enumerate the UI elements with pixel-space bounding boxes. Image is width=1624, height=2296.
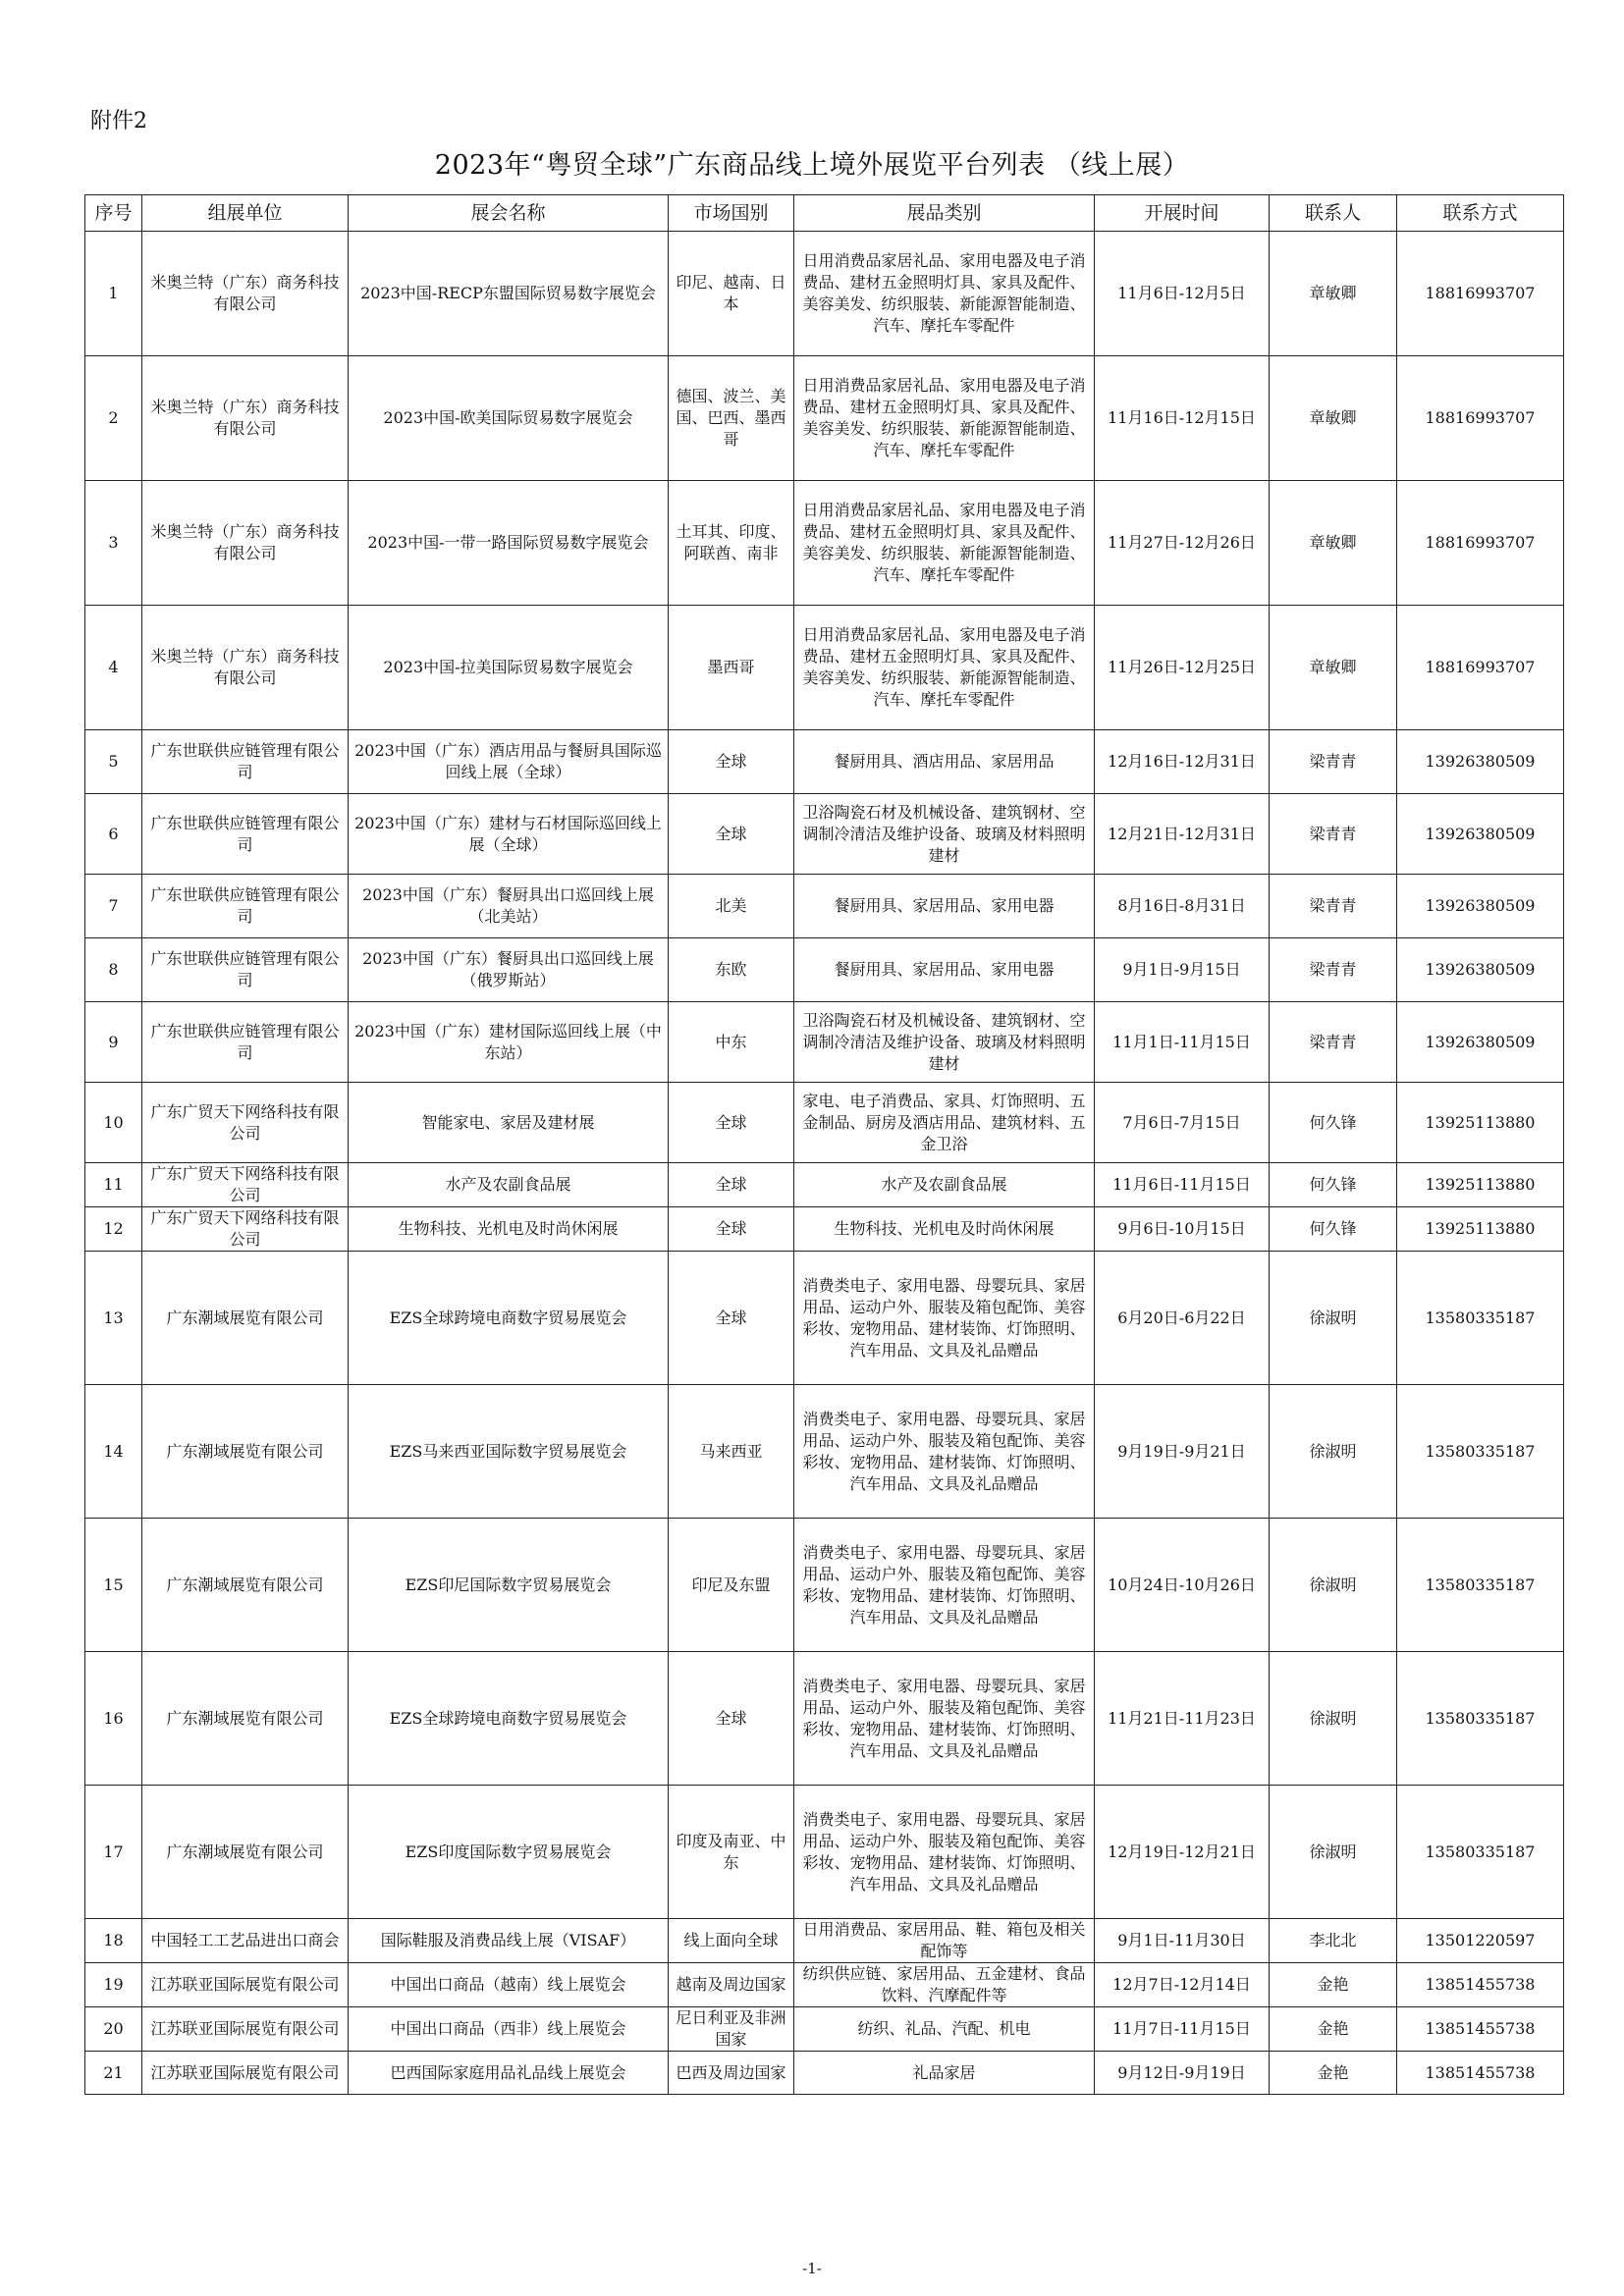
cell-phone: 13580335187 (1397, 1385, 1564, 1519)
cell-market: 越南及周边国家 (669, 1963, 794, 2007)
cell-contact: 章敏卿 (1270, 481, 1397, 606)
cell-category: 餐厨用具、家居用品、家用电器 (794, 875, 1095, 938)
cell-no: 13 (85, 1252, 142, 1385)
cell-time: 11月26日-12月25日 (1095, 606, 1270, 730)
cell-name: 中国出口商品（越南）线上展览会 (349, 1963, 669, 2007)
cell-phone: 13925113880 (1397, 1163, 1564, 1207)
cell-market: 土耳其、印度、阿联酋、南非 (669, 481, 794, 606)
cell-contact: 梁青青 (1270, 938, 1397, 1002)
cell-contact: 梁青青 (1270, 875, 1397, 938)
cell-contact: 徐淑明 (1270, 1385, 1397, 1519)
cell-market: 墨西哥 (669, 606, 794, 730)
cell-name: 2023中国-欧美国际贸易数字展览会 (349, 356, 669, 481)
cell-no: 17 (85, 1786, 142, 1919)
cell-contact: 金艳 (1270, 1963, 1397, 2007)
cell-time: 9月19日-9月21日 (1095, 1385, 1270, 1519)
cell-time: 12月19日-12月21日 (1095, 1786, 1270, 1919)
cell-phone: 13851455738 (1397, 1963, 1564, 2007)
cell-no: 21 (85, 2052, 142, 2095)
cell-no: 5 (85, 730, 142, 794)
cell-no: 16 (85, 1652, 142, 1786)
page-title: 2023年“粤贸全球”广东商品线上境外展览平台列表 （线上展） (434, 150, 1190, 181)
cell-market: 全球 (669, 794, 794, 875)
cell-no: 8 (85, 938, 142, 1002)
cell-market: 印尼及东盟 (669, 1519, 794, 1652)
cell-time: 11月21日-11月23日 (1095, 1652, 1270, 1786)
cell-name: 2023中国（广东）建材国际巡回线上展（中东站） (349, 1002, 669, 1083)
cell-category: 消费类电子、家用电器、母婴玩具、家居用品、运动户外、服装及箱包配饰、美容彩妆、宠物用品、建材装饰、灯饰照明、汽车用品、文具及礼品赠品 (794, 1252, 1095, 1385)
cell-market: 北美 (669, 875, 794, 938)
cell-org: 广东世联供应链管理有限公司 (142, 938, 349, 1002)
cell-org: 中国轻工工艺品进出口商会 (142, 1919, 349, 1963)
cell-org: 广东广贸天下网络科技有限公司 (142, 1163, 349, 1207)
cell-category: 水产及农副食品展 (794, 1163, 1095, 1207)
table-row (85, 481, 1564, 606)
cell-market: 印度及南亚、中东 (669, 1786, 794, 1919)
cell-category: 纺织、礼品、汽配、机电 (794, 2007, 1095, 2052)
cell-name: 2023中国（广东）餐厨具出口巡回线上展（俄罗斯站） (349, 938, 669, 1002)
exhibition-table (84, 194, 1564, 2095)
cell-contact: 梁青青 (1270, 794, 1397, 875)
table-row (85, 1207, 1564, 1252)
cell-no: 4 (85, 606, 142, 730)
cell-time: 9月6日-10月15日 (1095, 1207, 1270, 1252)
cell-org: 广东潮域展览有限公司 (142, 1786, 349, 1919)
cell-time: 10月24日-10月26日 (1095, 1519, 1270, 1652)
cell-time: 9月12日-9月19日 (1095, 2052, 1270, 2095)
cell-name: EZS印尼国际数字贸易展览会 (349, 1519, 669, 1652)
cell-phone: 13580335187 (1397, 1786, 1564, 1919)
cell-name: 巴西国际家庭用品礼品线上展览会 (349, 2052, 669, 2095)
cell-org: 江苏联亚国际展览有限公司 (142, 1963, 349, 2007)
cell-no: 1 (85, 232, 142, 356)
cell-phone: 13580335187 (1397, 1652, 1564, 1786)
cell-category: 家电、电子消费品、家具、灯饰照明、五金制品、厨房及酒店用品、建筑材料、五金卫浴 (794, 1083, 1095, 1163)
header-contact: 联系人 (1270, 195, 1397, 232)
table-row (85, 1083, 1564, 1163)
cell-phone: 13925113880 (1397, 1083, 1564, 1163)
cell-market: 尼日利亚及非洲国家 (669, 2007, 794, 2052)
cell-org: 米奥兰特（广东）商务科技有限公司 (142, 606, 349, 730)
table-row (85, 1652, 1564, 1786)
cell-market: 德国、波兰、美国、巴西、墨西哥 (669, 356, 794, 481)
cell-org: 广东世联供应链管理有限公司 (142, 730, 349, 794)
cell-category: 日用消费品、家居用品、鞋、箱包及相关配饰等 (794, 1919, 1095, 1963)
header-time: 开展时间 (1095, 195, 1270, 232)
cell-market: 全球 (669, 1083, 794, 1163)
cell-org: 广东潮域展览有限公司 (142, 1385, 349, 1519)
table-row (85, 1963, 1564, 2007)
table-row (85, 2007, 1564, 2052)
cell-org: 广东世联供应链管理有限公司 (142, 1002, 349, 1083)
cell-market: 马来西亚 (669, 1385, 794, 1519)
cell-contact: 徐淑明 (1270, 1786, 1397, 1919)
cell-market: 全球 (669, 730, 794, 794)
cell-contact: 章敏卿 (1270, 232, 1397, 356)
cell-org: 米奥兰特（广东）商务科技有限公司 (142, 232, 349, 356)
header-name: 展会名称 (349, 195, 669, 232)
table-row (85, 606, 1564, 730)
cell-category: 卫浴陶瓷石材及机械设备、建筑钢材、空调制冷清洁及维护设备、玻璃及材料照明建材 (794, 1002, 1095, 1083)
cell-contact: 梁青青 (1270, 730, 1397, 794)
cell-time: 6月20日-6月22日 (1095, 1252, 1270, 1385)
cell-name: 2023中国-一带一路国际贸易数字展览会 (349, 481, 669, 606)
cell-contact: 李北北 (1270, 1919, 1397, 1963)
cell-category: 日用消费品家居礼品、家用电器及电子消费品、建材五金照明灯具、家具及配件、美容美发、纺织服装、新能源智能制造、汽车、摩托车零配件 (794, 606, 1095, 730)
cell-name: 2023中国（广东）酒店用品与餐厨具国际巡回线上展（全球） (349, 730, 669, 794)
table-row (85, 1385, 1564, 1519)
cell-name: 2023中国-拉美国际贸易数字展览会 (349, 606, 669, 730)
cell-name: EZS全球跨境电商数字贸易展览会 (349, 1652, 669, 1786)
header-category: 展品类别 (794, 195, 1095, 232)
cell-phone: 18816993707 (1397, 481, 1564, 606)
cell-market: 全球 (669, 1652, 794, 1786)
cell-time: 9月1日-9月15日 (1095, 938, 1270, 1002)
cell-no: 15 (85, 1519, 142, 1652)
cell-contact: 何久锋 (1270, 1163, 1397, 1207)
page-number: -1- (802, 2260, 822, 2277)
cell-time: 12月21日-12月31日 (1095, 794, 1270, 875)
cell-category: 卫浴陶瓷石材及机械设备、建筑钢材、空调制冷清洁及维护设备、玻璃及材料照明建材 (794, 794, 1095, 875)
cell-time: 11月7日-11月15日 (1095, 2007, 1270, 2052)
cell-name: EZS马来西亚国际数字贸易展览会 (349, 1385, 669, 1519)
cell-no: 11 (85, 1163, 142, 1207)
table-row (85, 938, 1564, 1002)
cell-org: 广东世联供应链管理有限公司 (142, 794, 349, 875)
cell-category: 礼品家居 (794, 2052, 1095, 2095)
cell-market: 东欧 (669, 938, 794, 1002)
cell-contact: 梁青青 (1270, 1002, 1397, 1083)
cell-no: 19 (85, 1963, 142, 2007)
table-row (85, 1519, 1564, 1652)
cell-contact: 徐淑明 (1270, 1652, 1397, 1786)
cell-category: 消费类电子、家用电器、母婴玩具、家居用品、运动户外、服装及箱包配饰、美容彩妆、宠物用品、建材装饰、灯饰照明、汽车用品、文具及礼品赠品 (794, 1652, 1095, 1786)
cell-phone: 13580335187 (1397, 1252, 1564, 1385)
cell-phone: 13851455738 (1397, 2007, 1564, 2052)
cell-phone: 13926380509 (1397, 1002, 1564, 1083)
cell-market: 印尼、越南、日本 (669, 232, 794, 356)
cell-org: 广东潮域展览有限公司 (142, 1652, 349, 1786)
cell-phone: 18816993707 (1397, 356, 1564, 481)
cell-contact: 章敏卿 (1270, 356, 1397, 481)
cell-category: 日用消费品家居礼品、家用电器及电子消费品、建材五金照明灯具、家具及配件、美容美发、纺织服装、新能源智能制造、汽车、摩托车零配件 (794, 232, 1095, 356)
cell-time: 12月7日-12月14日 (1095, 1963, 1270, 2007)
cell-no: 10 (85, 1083, 142, 1163)
cell-phone: 13925113880 (1397, 1207, 1564, 1252)
cell-phone: 13926380509 (1397, 730, 1564, 794)
cell-name: EZS印度国际数字贸易展览会 (349, 1786, 669, 1919)
cell-phone: 13851455738 (1397, 2052, 1564, 2095)
cell-name: 国际鞋服及消费品线上展（VISAF） (349, 1919, 669, 1963)
table-header-row (85, 195, 1564, 232)
cell-phone: 18816993707 (1397, 232, 1564, 356)
cell-time: 11月1日-11月15日 (1095, 1002, 1270, 1083)
cell-category: 生物科技、光机电及时尚休闲展 (794, 1207, 1095, 1252)
cell-name: EZS全球跨境电商数字贸易展览会 (349, 1252, 669, 1385)
cell-org: 米奥兰特（广东）商务科技有限公司 (142, 356, 349, 481)
cell-category: 消费类电子、家用电器、母婴玩具、家居用品、运动户外、服装及箱包配饰、美容彩妆、宠物用品、建材装饰、灯饰照明、汽车用品、文具及礼品赠品 (794, 1385, 1095, 1519)
cell-market: 中东 (669, 1002, 794, 1083)
table-row (85, 232, 1564, 356)
cell-category: 餐厨用具、酒店用品、家居用品 (794, 730, 1095, 794)
cell-org: 广东潮域展览有限公司 (142, 1252, 349, 1385)
table-row (85, 1786, 1564, 1919)
cell-contact: 何久锋 (1270, 1083, 1397, 1163)
exhibition-table-container (84, 194, 1563, 2095)
cell-no: 18 (85, 1919, 142, 1963)
table-row (85, 1252, 1564, 1385)
cell-time: 11月27日-12月26日 (1095, 481, 1270, 606)
table-row (85, 1163, 1564, 1207)
cell-time: 8月16日-8月31日 (1095, 875, 1270, 938)
table-body (85, 232, 1564, 2095)
cell-org: 江苏联亚国际展览有限公司 (142, 2052, 349, 2095)
cell-org: 广东广贸天下网络科技有限公司 (142, 1207, 349, 1252)
cell-time: 9月1日-11月30日 (1095, 1919, 1270, 1963)
cell-time: 11月6日-12月5日 (1095, 232, 1270, 356)
cell-phone: 13926380509 (1397, 794, 1564, 875)
cell-no: 2 (85, 356, 142, 481)
cell-no: 3 (85, 481, 142, 606)
cell-time: 11月6日-11月15日 (1095, 1163, 1270, 1207)
table-row (85, 2052, 1564, 2095)
cell-category: 餐厨用具、家居用品、家用电器 (794, 938, 1095, 1002)
cell-category: 日用消费品家居礼品、家用电器及电子消费品、建材五金照明灯具、家具及配件、美容美发、纺织服装、新能源智能制造、汽车、摩托车零配件 (794, 356, 1095, 481)
cell-time: 7月6日-7月15日 (1095, 1083, 1270, 1163)
table-row (85, 1919, 1564, 1963)
cell-contact: 金艳 (1270, 2052, 1397, 2095)
cell-name: 水产及农副食品展 (349, 1163, 669, 1207)
attachment-label: 附件2 (90, 109, 147, 133)
header-market: 市场国别 (669, 195, 794, 232)
cell-phone: 13580335187 (1397, 1519, 1564, 1652)
table-row (85, 356, 1564, 481)
cell-phone: 13926380509 (1397, 938, 1564, 1002)
cell-contact: 徐淑明 (1270, 1252, 1397, 1385)
cell-contact: 徐淑明 (1270, 1519, 1397, 1652)
header-phone: 联系方式 (1397, 195, 1564, 232)
cell-market: 线上面向全球 (669, 1919, 794, 1963)
cell-phone: 18816993707 (1397, 606, 1564, 730)
cell-org: 米奥兰特（广东）商务科技有限公司 (142, 481, 349, 606)
cell-category: 消费类电子、家用电器、母婴玩具、家居用品、运动户外、服装及箱包配饰、美容彩妆、宠物用品、建材装饰、灯饰照明、汽车用品、文具及礼品赠品 (794, 1519, 1095, 1652)
cell-time: 11月16日-12月15日 (1095, 356, 1270, 481)
cell-name: 2023中国-RECP东盟国际贸易数字展览会 (349, 232, 669, 356)
cell-contact: 金艳 (1270, 2007, 1397, 2052)
table-row (85, 1002, 1564, 1083)
cell-no: 14 (85, 1385, 142, 1519)
cell-name: 2023中国（广东）建材与石材国际巡回线上展（全球） (349, 794, 669, 875)
table-row (85, 730, 1564, 794)
cell-no: 9 (85, 1002, 142, 1083)
header-no: 序号 (85, 195, 142, 232)
header-org: 组展单位 (142, 195, 349, 232)
cell-time: 12月16日-12月31日 (1095, 730, 1270, 794)
cell-phone: 13501220597 (1397, 1919, 1564, 1963)
cell-name: 生物科技、光机电及时尚休闲展 (349, 1207, 669, 1252)
cell-market: 全球 (669, 1207, 794, 1252)
cell-no: 7 (85, 875, 142, 938)
table-row (85, 794, 1564, 875)
cell-category: 纺织供应链、家居用品、五金建材、食品饮料、汽摩配件等 (794, 1963, 1095, 2007)
cell-no: 12 (85, 1207, 142, 1252)
cell-name: 智能家电、家居及建材展 (349, 1083, 669, 1163)
cell-category: 消费类电子、家用电器、母婴玩具、家居用品、运动户外、服装及箱包配饰、美容彩妆、宠物用品、建材装饰、灯饰照明、汽车用品、文具及礼品赠品 (794, 1786, 1095, 1919)
cell-market: 巴西及周边国家 (669, 2052, 794, 2095)
cell-org: 广东潮域展览有限公司 (142, 1519, 349, 1652)
cell-no: 20 (85, 2007, 142, 2052)
cell-org: 广东广贸天下网络科技有限公司 (142, 1083, 349, 1163)
cell-contact: 章敏卿 (1270, 606, 1397, 730)
table-row (85, 875, 1564, 938)
cell-market: 全球 (669, 1163, 794, 1207)
cell-phone: 13926380509 (1397, 875, 1564, 938)
cell-category: 日用消费品家居礼品、家用电器及电子消费品、建材五金照明灯具、家具及配件、美容美发、纺织服装、新能源智能制造、汽车、摩托车零配件 (794, 481, 1095, 606)
cell-org: 江苏联亚国际展览有限公司 (142, 2007, 349, 2052)
cell-name: 中国出口商品（西非）线上展览会 (349, 2007, 669, 2052)
cell-contact: 何久锋 (1270, 1207, 1397, 1252)
cell-name: 2023中国（广东）餐厨具出口巡回线上展（北美站） (349, 875, 669, 938)
cell-org: 广东世联供应链管理有限公司 (142, 875, 349, 938)
cell-no: 6 (85, 794, 142, 875)
cell-market: 全球 (669, 1252, 794, 1385)
